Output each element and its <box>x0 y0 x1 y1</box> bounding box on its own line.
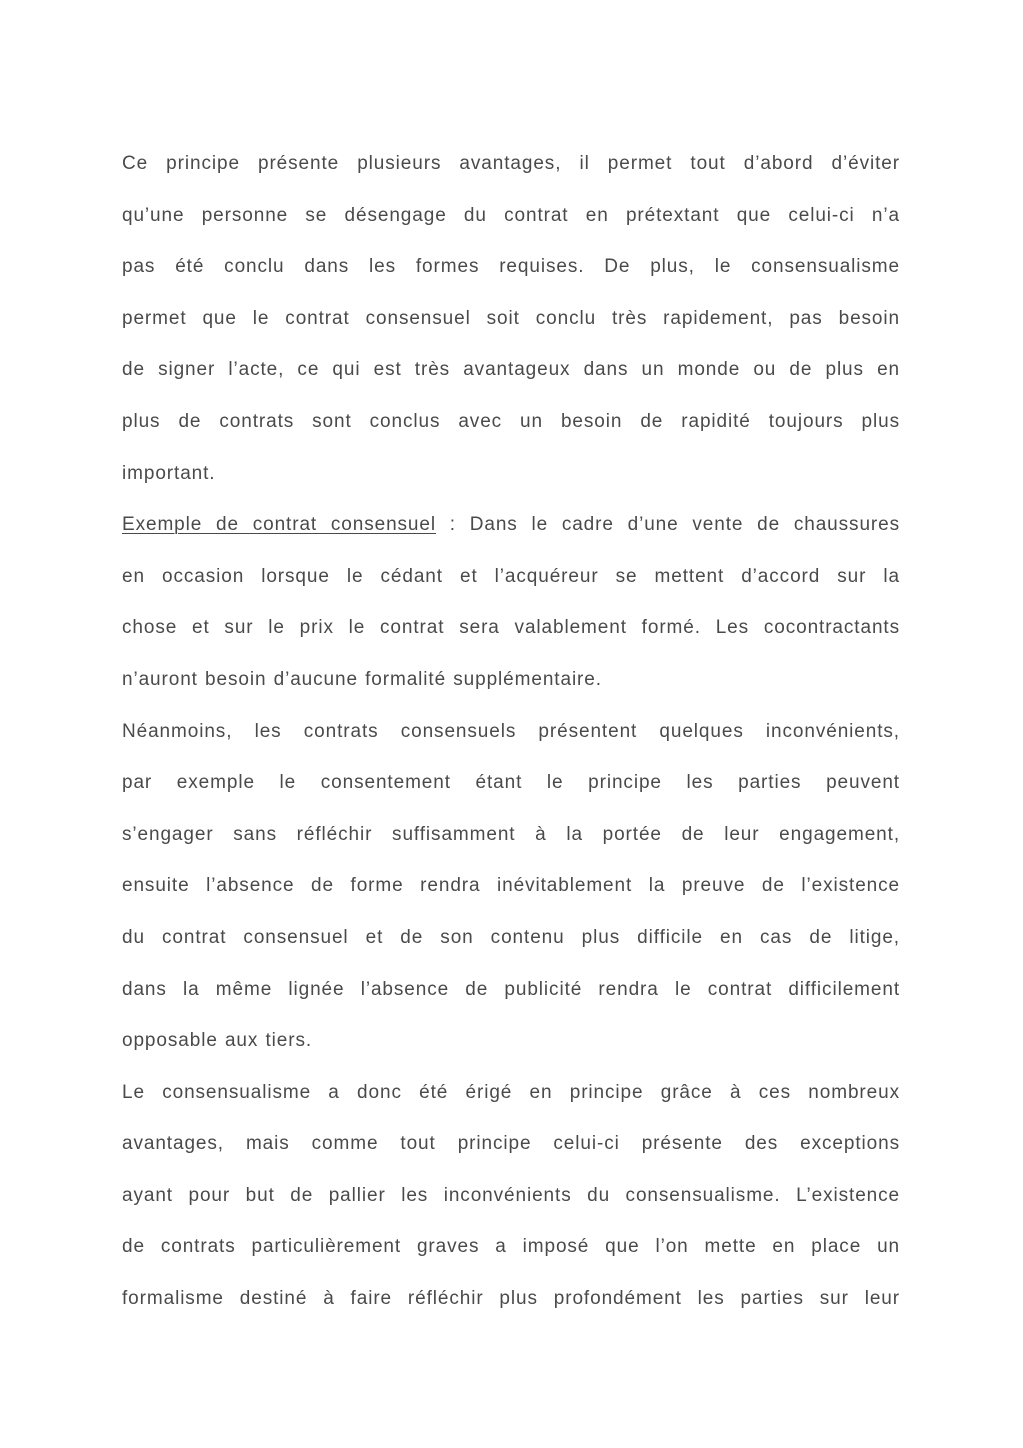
text-line: formalisme destiné à faire réfléchir plus profondément les parties sur leur <box>122 1288 900 1310</box>
text-line: plus de contrats sont conclus avec un besoin de rapidité toujours plus <box>122 410 900 432</box>
text-line: s’engager sans réfléchir suffisamment à la portée de leur engagement, <box>122 823 900 845</box>
text-line: dans la même lignée l’absence de publicité rendra le contrat difficilement <box>122 978 900 1000</box>
text-line: n’auront besoin d’aucune formalité supplémentaire. <box>122 668 602 690</box>
text-line: chose et sur le prix le contrat sera valablement formé. Les cocontractants <box>122 617 900 639</box>
text-line: important. <box>122 462 216 484</box>
text-line: Néanmoins, les contrats consensuels présentent quelques inconvénients, <box>122 720 900 742</box>
text-line: par exemple le consentement étant le principe les parties peuvent <box>122 772 900 794</box>
text-line: Le consensualisme a donc été érigé en principe grâce à ces nombreux <box>122 1081 900 1103</box>
text-line: du contrat consensuel et de son contenu plus difficile en cas de litige, <box>122 926 900 948</box>
text-line: de contrats particulièrement graves a imposé que l’on mette en place un <box>122 1236 900 1258</box>
paragraph-inconvenients <box>122 706 900 1067</box>
text-line: opposable aux tiers. <box>122 1030 313 1052</box>
text-line: en occasion lorsque le cédant et l’acquéreur se mettent d’accord sur la <box>122 565 900 587</box>
text-line: ayant pour but de pallier les inconvénients du consensualisme. L’existence <box>122 1184 900 1206</box>
text-line <box>122 499 900 551</box>
text-line: Ce principe présente plusieurs avantages, il permet tout d’abord d’éviter <box>122 153 900 174</box>
text-line: de signer l’acte, ce qui est très avantageux dans un monde ou de plus en <box>122 359 900 381</box>
example-label: Exemple de contrat consensuel <box>122 514 436 536</box>
paragraph-example <box>122 499 900 705</box>
text-line: qu’une personne se désengage du contrat en prétextant que celui-ci n’a <box>122 204 900 226</box>
paragraph-conclusion <box>122 1067 900 1325</box>
example-text: : Dans le cadre d’une vente de chaussures <box>436 514 901 536</box>
text-line: ensuite l’absence de forme rendra inévitablement la preuve de l’existence <box>122 875 900 897</box>
paragraph-advantages <box>122 138 900 499</box>
document-body <box>122 138 900 1325</box>
text-line: pas été conclu dans les formes requises. De plus, le consensualisme <box>122 256 900 278</box>
text-line: permet que le contrat consensuel soit conclu très rapidement, pas besoin <box>122 307 900 329</box>
text-line: avantages, mais comme tout principe celui-ci présente des exceptions <box>122 1133 900 1155</box>
